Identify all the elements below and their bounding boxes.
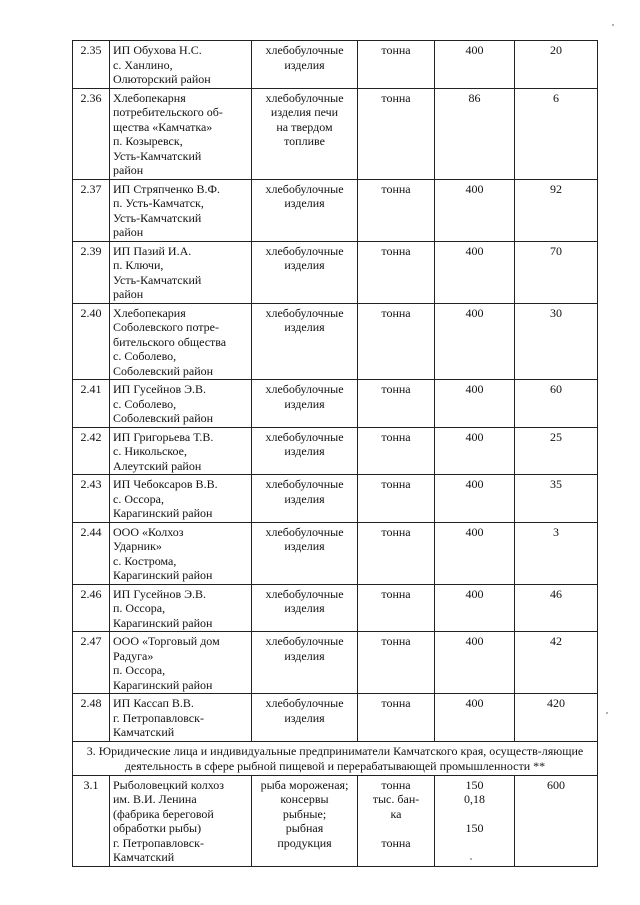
unit-cell: тонна [358,475,435,523]
organization-cell: Хлебопекарня потребительского об- щества «Камчатка» п. Козыревск, Усть-Камчатский район [110,88,252,179]
organization-cell: ИП Обухова Н.С. с. Ханлино, Олюторский район [110,41,252,89]
table-row [73,694,598,742]
volume-cell: 60 [515,380,598,428]
capacity-cell: 400 [435,522,515,584]
capacity-cell: 400 [435,179,515,241]
table-row [73,380,598,428]
table-row [73,475,598,523]
organization-cell: ИП Гусейнов Э.В. п. Оссора, Карагинский район [110,584,252,632]
scan-speck [470,858,472,860]
row-number: 2.37 [73,179,110,241]
capacity-cell: 400 [435,694,515,742]
unit-cell: тонна [358,694,435,742]
bakery-rows [73,41,598,742]
row-number: 2.48 [73,694,110,742]
section-3-header: 3. Юридические лица и индивидуальные предприниматели Камчатского края, осуществ-ляющие деятельность в сфере рыбной пищевой и перерабатывающей промышленности ** [73,741,598,775]
unit-cell: тонна тыс. бан- ка тонна [358,775,435,866]
volume-cell: 20 [515,41,598,89]
row-number: 3.1 [73,775,110,866]
product-cell: хлебобулочные изделия [252,303,358,380]
table-row [73,41,598,89]
organization-cell: Хлебопекария Соболевского потре- бительского общества с. Соболево, Соболевский район [110,303,252,380]
row-number: 2.44 [73,522,110,584]
organization-cell: ИП Пазий И.А. п. Ключи, Усть-Камчатский район [110,241,252,303]
unit-cell: тонна [358,632,435,694]
table-row [73,775,598,866]
table-row [73,241,598,303]
capacity-cell: 150 0,18 150 [435,775,515,866]
unit-cell: тонна [358,427,435,475]
unit-cell: тонна [358,179,435,241]
product-cell: хлебобулочные изделия [252,427,358,475]
table-row [73,88,598,179]
row-number: 2.41 [73,380,110,428]
organization-cell: ИП Чебоксаров В.В. с. Оссора, Карагинский район [110,475,252,523]
unit-cell: тонна [358,522,435,584]
capacity-cell: 86 [435,88,515,179]
volume-cell: 3 [515,522,598,584]
product-cell: хлебобулочные изделия печи на твердом топливе [252,88,358,179]
organization-cell: ИП Кассап В.В. г. Петропавловск- Камчатский [110,694,252,742]
product-cell: хлебобулочные изделия [252,380,358,428]
volume-cell: 30 [515,303,598,380]
row-number: 2.43 [73,475,110,523]
organization-cell: ИП Стряпченко В.Ф. п. Усть-Камчатск, Усть-Камчатский район [110,179,252,241]
capacity-cell: 400 [435,475,515,523]
organization-cell: ООО «Торговый дом Радуга» п. Оссора, Карагинский район [110,632,252,694]
row-number: 2.35 [73,41,110,89]
capacity-cell: 400 [435,41,515,89]
organization-cell: ИП Гусейнов Э.В. с. Соболево, Соболевский район [110,380,252,428]
unit-cell: тонна [358,380,435,428]
volume-cell: 25 [515,427,598,475]
unit-cell: тонна [358,41,435,89]
product-cell: хлебобулочные изделия [252,241,358,303]
unit-cell: тонна [358,303,435,380]
table-row [73,632,598,694]
capacity-cell: 400 [435,241,515,303]
product-cell: хлебобулочные изделия [252,522,358,584]
scan-speck [606,712,608,714]
section-header-row [73,741,598,775]
capacity-cell: 400 [435,303,515,380]
row-number: 2.40 [73,303,110,380]
product-cell: хлебобулочные изделия [252,179,358,241]
volume-cell: 35 [515,475,598,523]
product-cell: хлебобулочные изделия [252,475,358,523]
product-cell: хлебобулочные изделия [252,41,358,89]
unit-cell: тонна [358,88,435,179]
unit-cell: тонна [358,241,435,303]
table-row [73,522,598,584]
organization-cell: Рыболовецкий колхоз им. В.И. Ленина (фабрика береговой обработки рыбы) г. Петропавловск- Камчатский [110,775,252,866]
table-row [73,179,598,241]
table-row [73,303,598,380]
volume-cell: 70 [515,241,598,303]
product-cell: хлебобулочные изделия [252,632,358,694]
row-number: 2.36 [73,88,110,179]
row-number: 2.39 [73,241,110,303]
volume-cell: 46 [515,584,598,632]
volume-cell: 92 [515,179,598,241]
product-cell: хлебобулочные изделия [252,584,358,632]
table-row [73,427,598,475]
volume-cell: 6 [515,88,598,179]
organization-cell: ИП Григорьева Т.В. с. Никольское, Алеутский район [110,427,252,475]
capacity-cell: 400 [435,632,515,694]
product-cell: рыба мороженая; консервы рыбные; рыбная продукция [252,775,358,866]
row-number: 2.47 [73,632,110,694]
row-number: 2.46 [73,584,110,632]
section-3 [73,741,598,866]
volume-cell: 42 [515,632,598,694]
table-row [73,584,598,632]
volume-cell: 600 [515,775,598,866]
scan-speck [612,24,614,26]
capacity-cell: 400 [435,380,515,428]
capacity-cell: 400 [435,584,515,632]
volume-cell: 420 [515,694,598,742]
product-cell: хлебобулочные изделия [252,694,358,742]
row-number: 2.42 [73,427,110,475]
unit-cell: тонна [358,584,435,632]
capacity-cell: 400 [435,427,515,475]
organization-cell: ООО «Колхоз Ударник» с. Кострома, Карагинский район [110,522,252,584]
capacity-table [72,40,598,867]
